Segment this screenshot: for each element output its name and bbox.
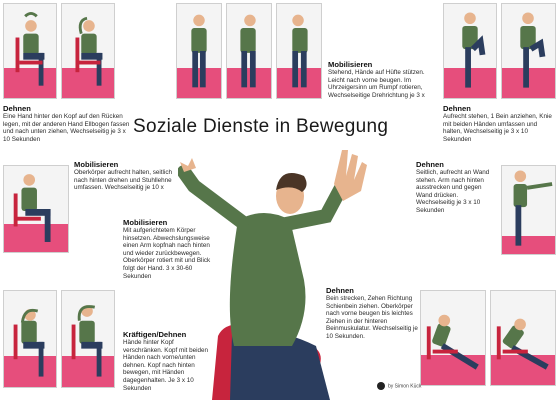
section-body: Stehend, Hände auf Hüfte stützen. Leicht nach vorne beugen. Im Uhrzeigersinn um Rumpf rotieren, Wechselseitige Drehrichtung je 3 x <box>328 69 425 99</box>
page-title: Soziale Dienste in Bewegung <box>133 116 389 137</box>
section-body: Seitlich, aufrecht an Wand stehen. Arm nach hinten ausstrecken und gegen Wand drücken. Wechselseitig je 3 x 10 Sekunden <box>416 169 490 214</box>
credit <box>377 382 421 390</box>
section-mobilisieren-twist <box>74 160 174 192</box>
section-heading: Dehnen <box>3 104 31 113</box>
photo-neck-strength-1 <box>3 290 57 388</box>
section-heading: Kräftigen/Dehnen <box>123 330 187 339</box>
section-kraeftigen-dehnen <box>123 330 215 392</box>
photo-hip-rotation-1 <box>176 3 222 99</box>
author-logo-icon <box>377 382 385 390</box>
section-body: Oberkörper aufrecht halten, seitlich nach hinten drehen und Stuhllehne umfassen. Wechselseitig je 10 x <box>74 169 173 192</box>
section-body: Mit aufgerichtetem Körper hinsetzen. Abwechslungsweise einen Arm kopfnah nach hinten und wieder zurückbewegen. Oberkörper rotiert mit und Blick folgt der Hand. 3 x 30-60 Sekunden <box>123 227 211 280</box>
photo-seated-twist <box>3 165 69 253</box>
section-body: Aufrecht stehen, 1 Bein anziehen, Knie mit beiden Händen umfassen und halten, Wechselseitig je 3 x 10 Sekunden <box>443 113 552 143</box>
section-heading: Dehnen <box>326 286 354 295</box>
photo-neck-strength-2 <box>61 290 115 388</box>
photo-knee-pull-1 <box>443 3 497 99</box>
credit-text: by Simon Kück <box>388 383 422 390</box>
photo-hamstring-stretch-1 <box>420 290 486 386</box>
section-heading: Mobilisieren <box>74 160 119 169</box>
section-dehnen-neck <box>3 104 133 143</box>
section-dehnen-wall <box>416 160 498 215</box>
section-body: Hände hinter Kopf verschränken. Kopf mit beiden Händen nach vorne/unten dehnen. Kopf nach hinten bewegen, mit Händen dagegenhalten. Je 3 x 10 Sekunden <box>123 339 209 392</box>
section-heading: Mobilisieren <box>328 60 373 69</box>
photo-seated-neck-stretch-2 <box>61 3 115 99</box>
photo-seated-neck-stretch-1 <box>3 3 57 99</box>
section-dehnen-hamstring <box>326 286 418 341</box>
section-heading: Dehnen <box>443 104 471 113</box>
photo-wall-arm-stretch <box>501 165 556 255</box>
section-heading: Mobilisieren <box>123 218 168 227</box>
photo-hamstring-stretch-2 <box>490 290 556 386</box>
section-heading: Dehnen <box>416 160 444 169</box>
photo-hip-rotation-3 <box>276 3 322 99</box>
section-mobilisieren-hip <box>328 60 440 99</box>
section-body: Bein strecken, Zehen Richtung Schienbein ziehen. Oberkörper nach vorne beugen bis leichtes Ziehen in der hinteren Beinmuskulatur. Wechselseitig je 10 Sekunden. <box>326 295 418 340</box>
section-mobilisieren-arm <box>123 218 211 280</box>
section-dehnen-knee <box>443 104 555 143</box>
photo-knee-pull-2 <box>501 3 556 99</box>
section-body: Eine Hand hinter den Kopf auf den Rücken legen, mit der anderen Hand Ellbogen fassen und nach unten ziehen, Wechselseitig je 3 x 10 Sekunden <box>3 113 130 143</box>
photo-hip-rotation-2 <box>226 3 272 99</box>
